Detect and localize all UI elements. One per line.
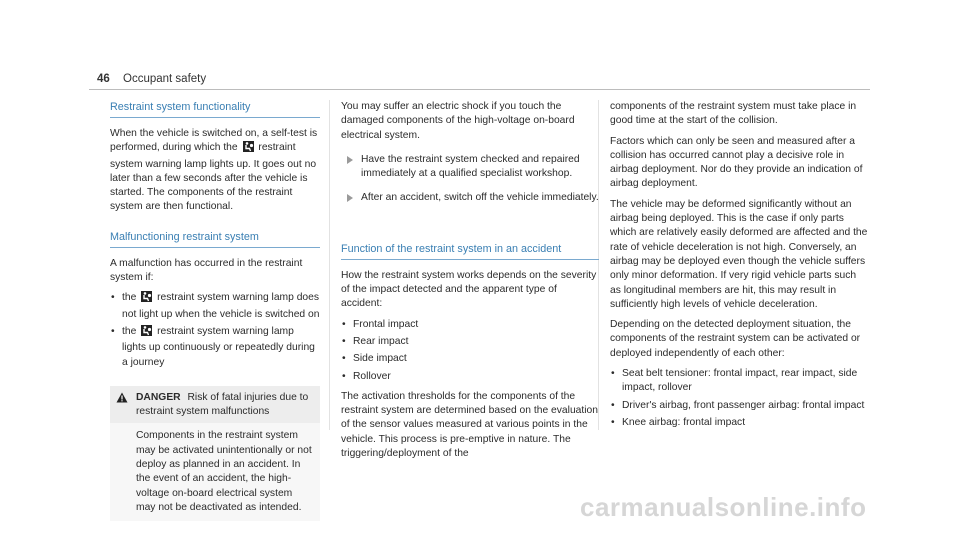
list-item-post: restraint system warning lamp does not light up when the vehicle is switched on bbox=[122, 292, 320, 320]
danger-body bbox=[110, 423, 320, 521]
column-divider bbox=[329, 100, 330, 430]
deployment-paragraph: Depending on the detected deployment situation, the components of the restraint system can be activated or deployed independently of each other: bbox=[610, 319, 861, 359]
step-item: After an accident, switch off the vehicle immediately. bbox=[341, 191, 599, 205]
section-title-functionality: Restraint system functionality bbox=[110, 100, 320, 118]
list-item-post: restraint system warning lamp lights up continuously or repeatedly during a journey bbox=[122, 325, 315, 368]
danger-box bbox=[110, 386, 320, 521]
page-number: 46 bbox=[97, 73, 110, 85]
danger-text: Components in the restraint system may be activated unintentionally or not deploy as planned in an accident. In the event of an accident, the high-voltage on-board electrical system may not be deactivated as intended. bbox=[136, 430, 312, 513]
list-item-pre: the bbox=[122, 292, 137, 304]
list-item: • Rollover bbox=[341, 370, 599, 384]
section-title-malfunction: Malfunctioning restraint system bbox=[110, 230, 320, 248]
column-1 bbox=[110, 100, 320, 521]
shock-paragraph: You may suffer an electric shock if you touch the damaged components of the high-voltage on-board electrical system. bbox=[341, 101, 575, 141]
list-item: • Knee airbag: frontal impact bbox=[610, 416, 868, 430]
step-item: Have the restraint system checked and repaired immediately at a qualified specialist workshop. bbox=[341, 153, 599, 182]
accident-types-list bbox=[341, 318, 599, 384]
malfunction-intro: A malfunction has occurred in the restraint system if: bbox=[110, 257, 303, 284]
danger-word: DANGER bbox=[136, 391, 181, 403]
functionality-text-b: restraint system warning lamp lights up. It goes out no later than a few seconds after the vehicle is started. The components of the restraint system are then functional. bbox=[110, 142, 317, 213]
factors-paragraph: Factors which can only be seen and measured after a collision has occurred cannot play a decisive role in airbag deployment. Nor do they provide an indication of airbag deployment. bbox=[610, 135, 863, 190]
page-header bbox=[97, 72, 206, 86]
header-rule bbox=[89, 89, 870, 90]
list-item: • Rear impact bbox=[341, 335, 599, 349]
restraint-system-icon bbox=[243, 141, 254, 157]
column-3 bbox=[610, 100, 868, 436]
list-item: • Driver's airbag, front passenger airbag: frontal impact bbox=[610, 399, 868, 413]
deformation-paragraph: The vehicle may be deformed significantly without an airbag being deployed. This is the case if only parts which are relatively easily deformed are affected and the rate of vehicle deceleration is not high. Conversely, an airbag may be deployed even though the vehicle suffers only minor deformation. If very rigid vehicle parts such as longitudinal members are hit, this may result in sufficiently high levels of vehicle deceleration. bbox=[610, 198, 868, 310]
thresholds-paragraph: The activation thresholds for the components of the restraint system are determined based on the evaluation of the sensor values measured at various points in the vehicle. This process is pre-emptive in nature. The triggering/deployment of the bbox=[341, 390, 598, 460]
functionality-text-a: When the vehicle is switched on, a self-test is performed, during which the bbox=[110, 128, 318, 154]
deployment-list bbox=[610, 367, 868, 430]
list-item bbox=[110, 325, 320, 370]
list-item: • Side impact bbox=[341, 352, 599, 366]
restraint-system-icon bbox=[141, 291, 152, 307]
list-item: • Frontal impact bbox=[341, 318, 599, 332]
functionality-paragraph bbox=[110, 127, 320, 215]
danger-header bbox=[110, 386, 320, 424]
list-item: • Seat belt tensioner: frontal impact, rear impact, side impact, rollover bbox=[610, 367, 868, 396]
watermark-text: carmanualsonline.info bbox=[580, 492, 867, 522]
function-intro: How the restraint system works depends on the severity of the impact detected and the apparent type of accident: bbox=[341, 269, 597, 310]
timing-paragraph: components of the restraint system must take place in good time at the start of the collision. bbox=[610, 101, 857, 127]
warning-triangle-icon bbox=[116, 392, 128, 420]
list-item-pre: the bbox=[122, 325, 137, 337]
column-2 bbox=[341, 100, 599, 467]
restraint-system-icon bbox=[141, 325, 152, 341]
section-name: Occupant safety bbox=[123, 73, 207, 85]
action-steps bbox=[341, 153, 599, 206]
malfunction-list bbox=[110, 291, 320, 369]
list-item bbox=[110, 291, 320, 322]
danger-heading: Risk of fatal injuries due to restraint system malfunctions bbox=[136, 391, 309, 418]
section-title-function-accident: Function of the restraint system in an accident bbox=[341, 242, 599, 260]
